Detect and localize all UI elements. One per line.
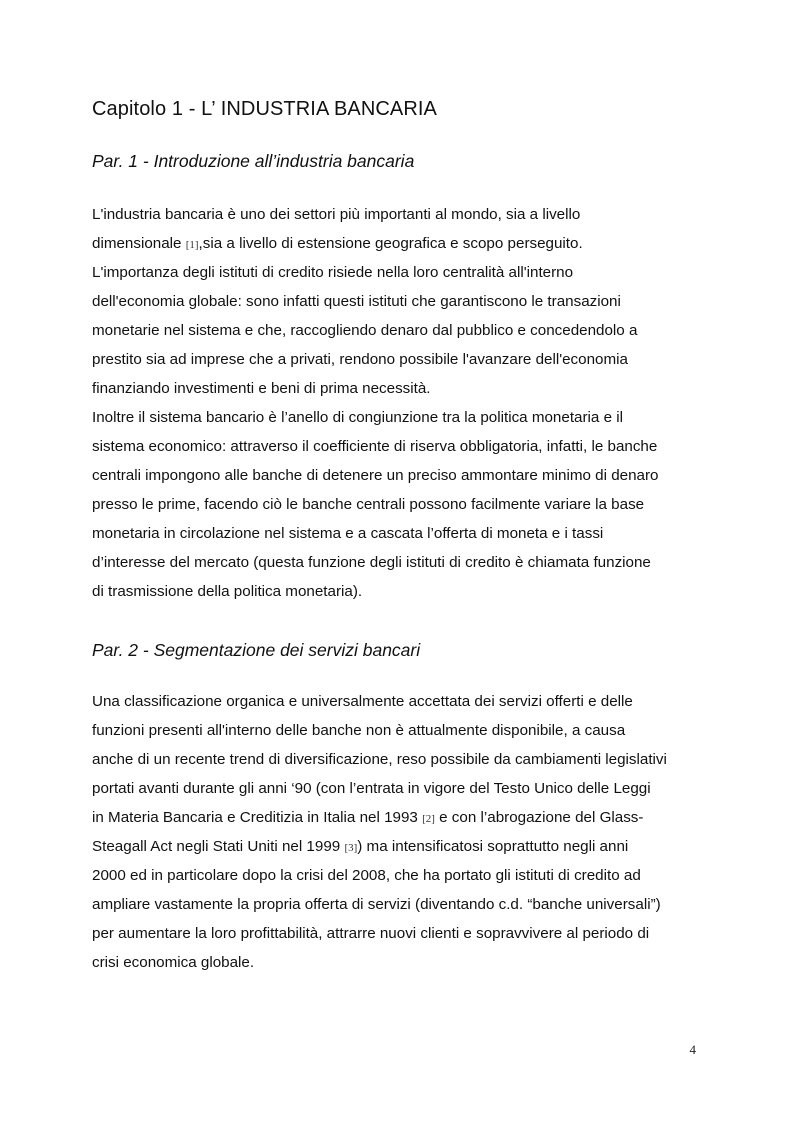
text-line: per aumentare la loro profittabilità, attrarre nuovi clienti e sopravvivere al periodo di	[92, 925, 650, 942]
citation-reference: [3]	[344, 842, 358, 854]
text-line: dell'economia globale: sono infatti questi istituti che garantiscono le transazioni	[92, 293, 621, 310]
text-line: centrali impongono alle banche di detenere un preciso ammontare minimo di denaro	[92, 467, 659, 484]
text-line: 2000 ed in particolare dopo la crisi del 2008, che ha portato gli istituti di credito ad	[92, 867, 641, 884]
text-fragment: ) ma intensificatosi soprattutto negli anni	[357, 838, 629, 855]
section-2-body	[92, 687, 667, 977]
text-fragment: ,sia a livello di estensione geografica e scopo perseguito.	[198, 235, 583, 252]
citation-reference: [1]	[185, 239, 199, 251]
text-line: portati avanti durante gli anni ‘90 (con l’entrata in vigore del Testo Unico delle Leggi	[92, 780, 651, 797]
text-line	[92, 229, 659, 258]
text-line: Inoltre il sistema bancario è l’anello di congiunzione tra la politica monetaria e il	[92, 409, 624, 426]
text-line: ampliare vastamente la propria offerta di servizi (diventando c.d. “banche universali”)	[92, 896, 661, 913]
text-line: d’interesse del mercato (questa funzione degli istituti di credito è chiamata funzione	[92, 554, 651, 571]
text-fragment: e con l’abrogazione del Glass-	[434, 809, 644, 826]
text-fragment: dimensionale	[92, 235, 186, 252]
text-fragment: in Materia Bancaria e Creditizia in Italia nel 1993	[92, 809, 423, 826]
text-line: anche di un recente trend di diversificazione, reso possibile da cambiamenti legislativi	[92, 751, 667, 768]
text-line: prestito sia ad imprese che a privati, rendono possibile l'avanzare dell'economia	[92, 351, 628, 368]
text-line: di trasmissione della politica monetaria).	[92, 583, 363, 600]
citation-reference: [2]	[422, 813, 435, 825]
text-line: crisi economica globale.	[92, 954, 255, 971]
text-line: Una classificazione organica e universalmente accettata dei servizi offerti e delle	[92, 693, 633, 710]
text-line: L'importanza degli istituti di credito risiede nella loro centralità all'interno	[92, 264, 574, 281]
text-line	[92, 803, 667, 832]
text-line	[92, 832, 667, 861]
text-line: finanziando investimenti e beni di prima necessità.	[92, 380, 431, 397]
text-fragment: Steagall Act negli Stati Uniti nel 1999	[92, 838, 345, 855]
section-2-title: Par. 2 - Segmentazione dei servizi bancari	[92, 640, 421, 660]
page-number: 4	[689, 1042, 696, 1057]
section-1-title: Par. 1 - Introduzione all’industria bancaria	[92, 151, 415, 171]
section-1-body	[92, 200, 659, 606]
chapter-title: Capitolo 1 - L’ INDUSTRIA BANCARIA	[92, 98, 437, 120]
text-line: presso le prime, facendo ciò le banche centrali possono facilmente variare la base	[92, 496, 645, 513]
text-line: L'industria bancaria è uno dei settori più importanti al mondo, sia a livello	[92, 206, 581, 223]
text-line: monetarie nel sistema e che, raccogliendo denaro dal pubblico e concedendolo a	[92, 322, 638, 339]
text-line: monetaria in circolazione nel sistema e a cascata l’offerta di moneta e i tassi	[92, 525, 604, 542]
text-line: sistema economico: attraverso il coefficiente di riserva obbligatoria, infatti, le banche	[92, 438, 658, 455]
text-line: funzioni presenti all'interno delle banche non è attualmente disponibile, a causa	[92, 722, 626, 739]
